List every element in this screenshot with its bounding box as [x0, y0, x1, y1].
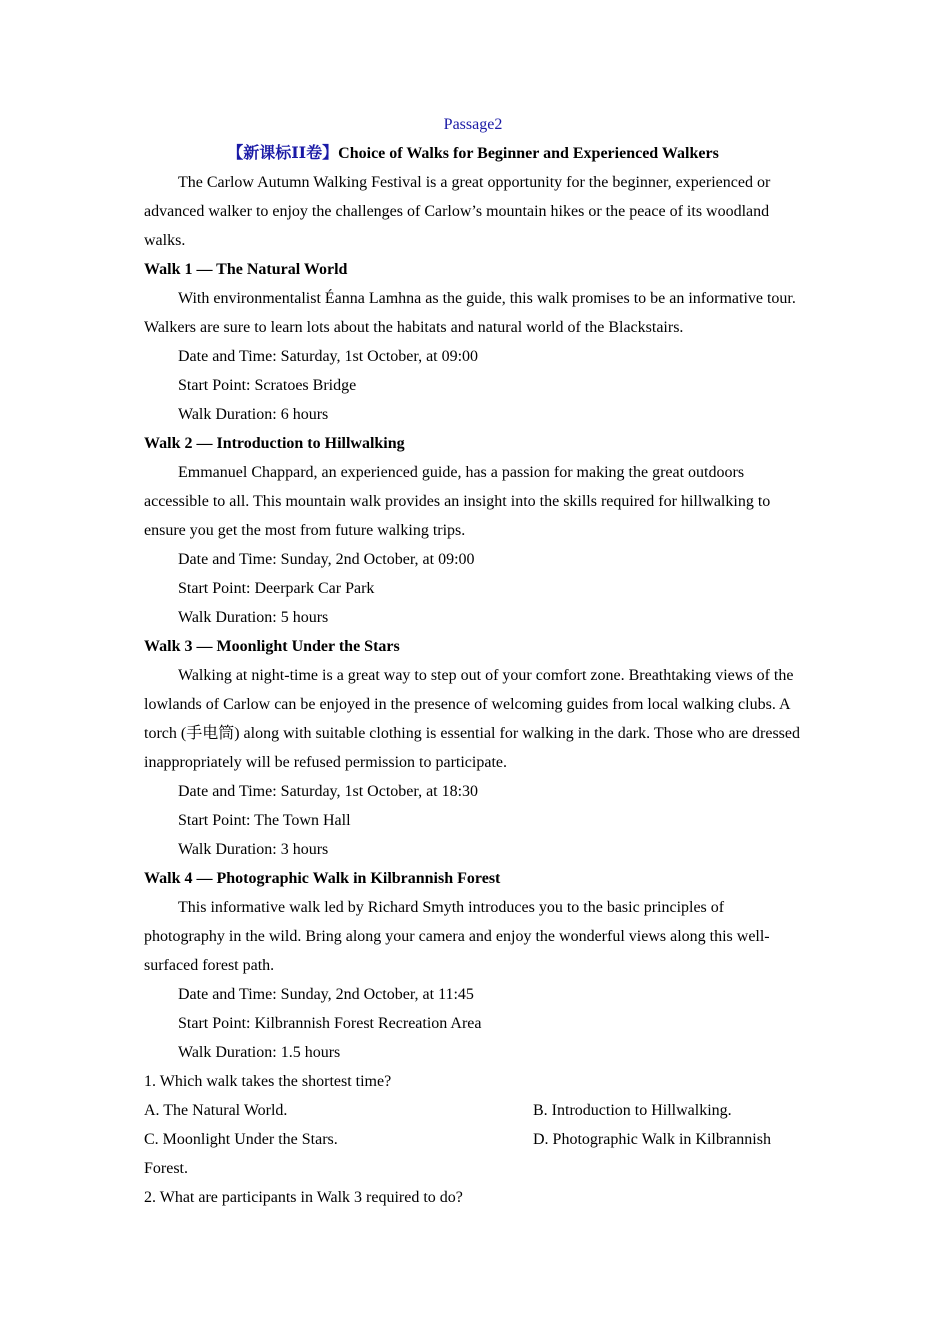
question-1-options-row-1 — [144, 1096, 802, 1125]
question-1-option-c: C. Moonlight Under the Stars. — [144, 1131, 338, 1148]
question-1-option-d: D. Photographic Walk in Kilbrannish — [533, 1131, 771, 1148]
walk-2-date-time: Date and Time: Sunday, 2nd October, at 09:00 — [178, 551, 475, 568]
walk-4-description: This informative walk led by Richard Smyth introduces you to the basic principles of photography in the wild. Bring along your camera and enjoy the wonderful views along this well-surfaced forest path. — [144, 899, 770, 974]
walk-3-duration: Walk Duration: 3 hours — [178, 841, 329, 858]
question-1-option-b: B. Introduction to Hillwalking. — [533, 1102, 732, 1119]
intro-paragraph: The Carlow Autumn Walking Festival is a great opportunity for the beginner, experienced or advanced walker to enjoy the challenges of Carlow’s mountain hikes or the peace of its woodland walks. — [144, 174, 771, 249]
question-1-option-d-continued: Forest. — [144, 1160, 188, 1177]
walk-3-date-time: Date and Time: Saturday, 1st October, at 18:30 — [178, 783, 479, 800]
document-page — [144, 110, 802, 1212]
question-2-stem: 2. What are participants in Walk 3 required to do? — [144, 1189, 463, 1206]
walk-2-duration: Walk Duration: 5 hours — [178, 609, 329, 626]
walk-4-start-point: Start Point: Kilbrannish Forest Recreation Area — [178, 1015, 482, 1032]
walk-1-start-point: Start Point: Scratoes Bridge — [178, 377, 357, 394]
passage-title — [144, 139, 802, 168]
question-1-stem: 1. Which walk takes the shortest time? — [144, 1073, 392, 1090]
walk-1-heading: Walk 1 — The Natural World — [144, 261, 348, 278]
walk-1-date-time: Date and Time: Saturday, 1st October, at 09:00 — [178, 348, 479, 365]
question-1-option-a: A. The Natural World. — [144, 1102, 288, 1119]
walk-3-heading: Walk 3 — Moonlight Under the Stars — [144, 638, 400, 655]
source-tag: 【新课标ⅠⅠ卷】 — [227, 145, 339, 162]
walk-3-start-point: Start Point: The Town Hall — [178, 812, 351, 829]
walk-2-heading: Walk 2 — Introduction to Hillwalking — [144, 435, 405, 452]
walk-1-duration: Walk Duration: 6 hours — [178, 406, 329, 423]
walk-4-duration: Walk Duration: 1.5 hours — [178, 1044, 341, 1061]
walk-2-description: Emmanuel Chappard, an experienced guide, has a passion for making the great outdoors accessible to all. This mountain walk provides an insight into the skills required for hillwalking to ensure you get the most from future walking trips. — [144, 464, 771, 539]
title-text: Choice of Walks for Beginner and Experienced Walkers — [338, 145, 719, 162]
walk-4-heading: Walk 4 — Photographic Walk in Kilbrannish Forest — [144, 870, 501, 887]
walk-1-description: With environmentalist Éanna Lamhna as the guide, this walk promises to be an informative tour. Walkers are sure to learn lots about the habitats and natural world of the Blackstairs. — [144, 290, 796, 336]
walk-4-date-time: Date and Time: Sunday, 2nd October, at 11:45 — [178, 986, 474, 1003]
passage-label: Passage2 — [443, 116, 503, 133]
walk-3-description: Walking at night-time is a great way to step out of your comfort zone. Breathtaking views of the lowlands of Carlow can be enjoyed in the presence of welcoming guides from local walking clubs. A torch (手电筒) along with suitable clothing is essential for walking in the dark. Those who are dressed inappropriately will be refused permission to participate. — [144, 667, 801, 771]
walk-2-start-point: Start Point: Deerpark Car Park — [178, 580, 375, 597]
question-1-options-row-2 — [144, 1125, 802, 1154]
